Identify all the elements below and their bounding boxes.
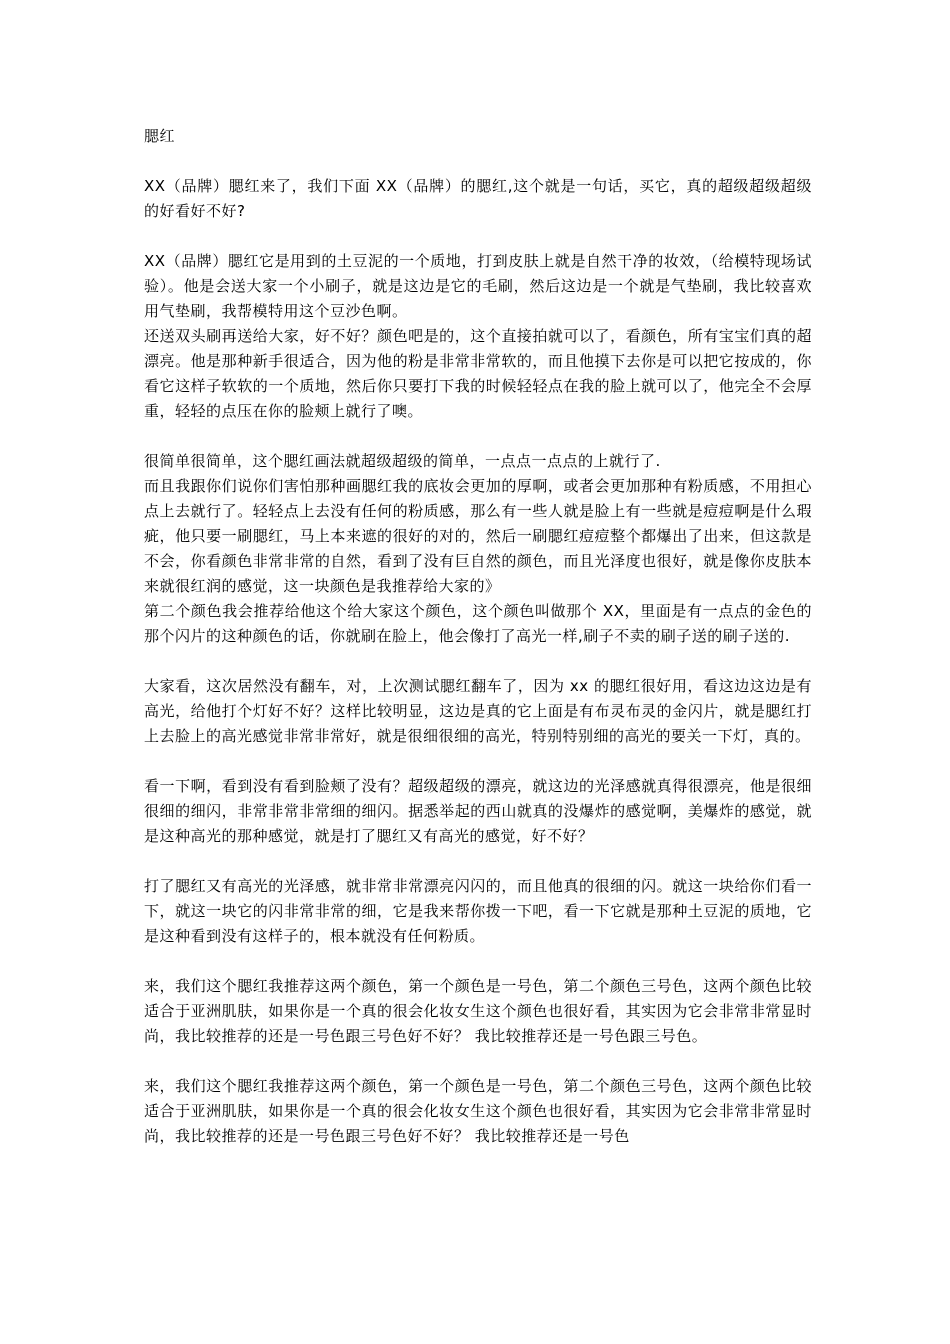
- paragraph-texture: XX（品牌）腮红它是用到的土豆泥的一个质地，打到皮肤上就是自然干净的妆效，（给模特现场试验）。他是会送大家一个小刷子，就是这边是它的毛刷，然后这边是一个就是气垫刷，我比较喜欢用气垫刷，我帮模特用这个豆沙色啊。: [144, 252, 812, 320]
- paragraph-simple-method: 很简单很简单，这个腮红画法就超级超级的简单，一点点一点点的上就行了.: [144, 452, 661, 470]
- paragraph-gap: [144, 424, 812, 449]
- paragraph-gap: [144, 949, 812, 974]
- paragraph-second-color: 第二个颜色我会推荐给他这个给大家这个颜色，这个颜色叫做那个 XX，里面是有一点点的金色的那个闪片的这种颜色的话，你就刷在脸上，他会像打了高光一样,刷子不卖的刷子送的刷子送的.: [144, 602, 812, 645]
- paragraph-intro: XX（品牌）腮红来了，我们下面 XX（品牌）的腮红,这个就是一句话，买它，真的超级超级超级的好看好不好?: [144, 177, 812, 220]
- paragraph-no-powder: 而且我跟你们说你们害怕那种画腮红我的底妆会更加的厚啊，或者会更加那种有粉质感，不用担心点上去就行了。轻轻点上去没有任何的粉质感，那么有一些人就是脸上有一些就是痘痘啊是什么瑕疵，他只要一刷腮红，马上本来遮的很好的对的，然后一刷腮红痘痘整个都爆出了出来，但这款是不会，你看颜色非常非常的自然，看到了没有巨自然的颜色，而且光泽度也很好，就是像你皮肤本来就很红润的感觉，这一块颜色是我推荐给大家的》: [144, 477, 812, 595]
- paragraph-highlight: 大家看，这次居然没有翻车，对，上次测试腮红翻车了，因为 xx 的腮红很好用，看这边这边是有高光，给他打个灯好不好？这样比较明显，这边是真的它上面是有布灵布灵的金闪片，就是腮红打上去脸上的高光感觉非常非常好，就是很细很细的高光，特别特别细的高光的要关一下灯，真的。: [144, 677, 812, 745]
- paragraph-gap: [144, 849, 812, 874]
- document-body: [144, 124, 812, 1149]
- paragraph-gap: [144, 224, 812, 249]
- paragraph-glow: 打了腮红又有高光的光泽感，就非常非常漂亮闪闪的，而且他真的很细的闪。就这一块给你们看一下，就这一块它的闪非常非常的细，它是我来帮你拨一下吧，看一下它就是那种土豆泥的质地，它是这种看到没有这样子的，根本就没有任何粉质。: [144, 877, 812, 945]
- paragraph-gap: [144, 649, 812, 674]
- paragraph-brush: 还送双头刷再送给大家，好不好？颜色吧是的，这个直接拍就可以了，看颜色，所有宝宝们真的超漂亮。他是那种新手很适合，因为他的粉是非常非常软的，而且他摸下去你是可以把它按成的，你看它这样子软软的一个质地，然后你只要打下我的时候轻轻点在我的脸上就可以了，他完全不会厚重，轻轻的点压在你的脸颊上就行了噢。: [144, 327, 812, 420]
- paragraph-recommendation: 来，我们这个腮红我推荐这两个颜色，第一个颜色是一号色，第二个颜色三号色，这两个颜色比较适合于亚洲肌肤，如果你是一个真的很会化妆女生这个颜色也很好看，其实因为它会非常非常显时尚，我比较推荐的还是一号色跟三号色好不好？ 我比较推荐还是一号色跟三号色。: [144, 977, 812, 1045]
- paragraph-gap: [144, 749, 812, 774]
- paragraph-gap: [144, 1049, 812, 1074]
- document-title: 腮红: [144, 127, 176, 145]
- paragraph-recommendation-repeat: 来，我们这个腮红我推荐这两个颜色，第一个颜色是一号色，第二个颜色三号色，这两个颜色比较适合于亚洲肌肤，如果你是一个真的很会化妆女生这个颜色也很好看，其实因为它会非常非常显时尚，我比较推荐的还是一号色跟三号色好不好？ 我比较推荐还是一号色: [144, 1077, 812, 1145]
- paragraph-shimmer: 看一下啊，看到没有看到脸颊了没有？超级超级的漂亮，就这边的光泽感就真得很漂亮，他是很细很细的细闪，非常非常非常细的细闪。据悉举起的西山就真的没爆炸的感觉啊，美爆炸的感觉，就是这种高光的那种感觉，就是打了腮红又有高光的感觉，好不好？: [144, 777, 812, 845]
